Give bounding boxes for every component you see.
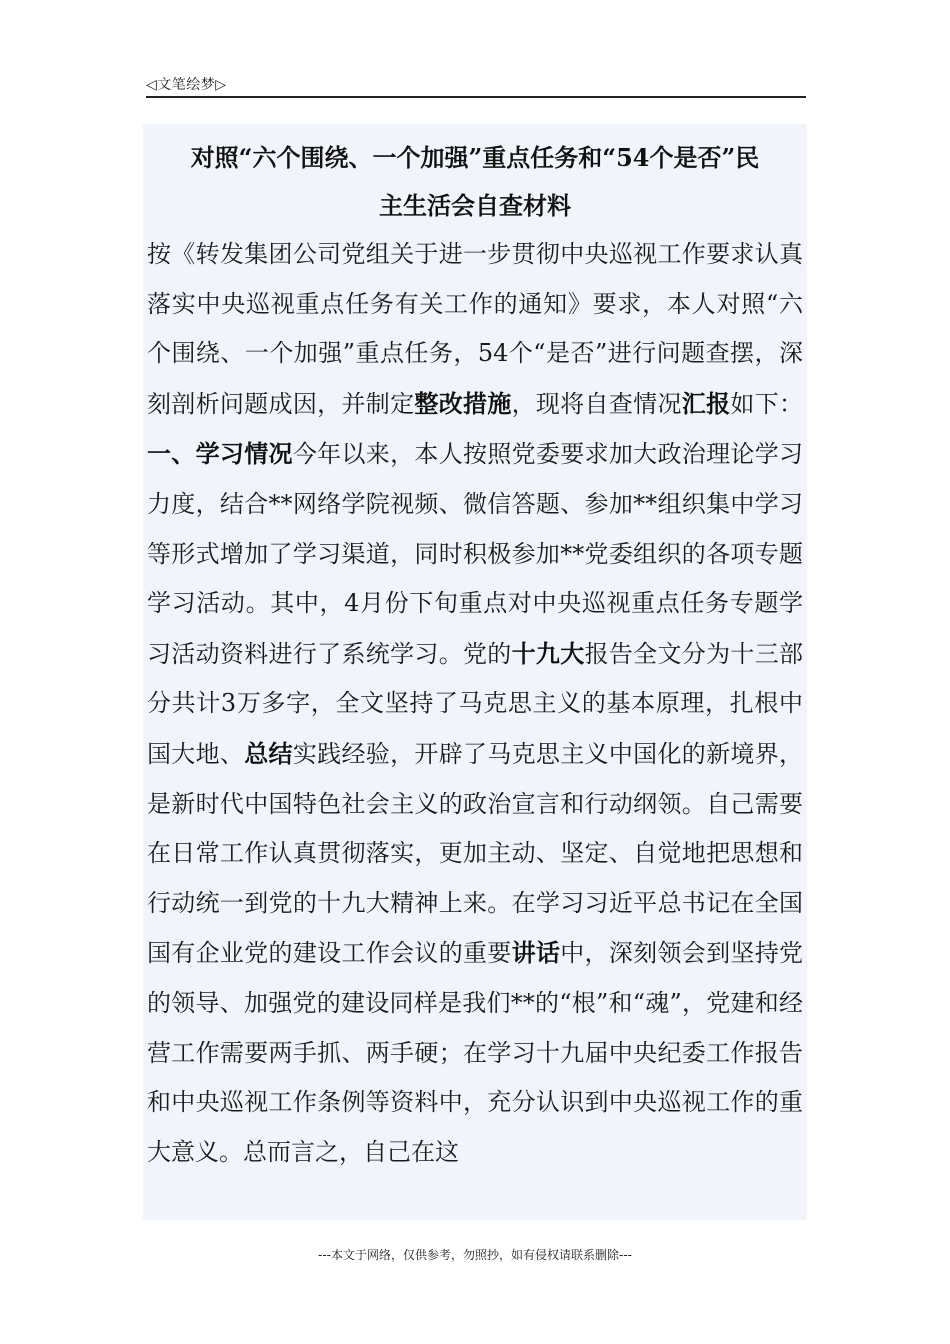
header-divider (146, 96, 806, 98)
section-heading: 一、学习情况 (147, 439, 293, 469)
document-body (143, 124, 807, 1220)
bold-keyword: 整改措施 (414, 388, 512, 418)
title-line-1: 对照“六个围绕、一个加强”重点任务和“54个是否”民 (190, 143, 760, 172)
body-text-segment: 如下： (730, 389, 804, 418)
title-line-2: 主生活会自查材料 (379, 191, 571, 220)
body-text-segment: 今年以来，本人按照党委要求加大政治理论学习力度，结合**网络学院视频、微信答题、参加**组织集中学习等形式增加了学习渠道，同时积极参加**党委组织的各项专题学习活动。其中，4月份下旬重点对中央巡视重点任务专题学习活动资料进行了系统学习。党的 (147, 440, 804, 668)
document-header (146, 74, 227, 94)
header-right-mark: ▷ (215, 77, 227, 93)
document-title (143, 124, 807, 230)
bold-keyword: 讲话 (511, 938, 561, 968)
body-text-segment: 报告全文分为十三部分共计3万多字，全文坚持了马克思主义的基本原理，扎根中国大地、 (147, 639, 804, 768)
body-text-segment: 按《转发集团公司党组关于进一步贯彻中央巡视工作要求认真落实中央巡视重点任务有关工作的通知》要求，本人对照“六个围绕、一个加强”重点任务，54个“是否”进行问题查摆，深刻剖析问题成因，并制定 (147, 240, 803, 418)
body-text-segment: 实践经验，开辟了马克思主义中国化的新境界，是新时代中国特色社会主义的政治宣言和行动纲领。自己需要在日常工作认真贯彻落实，更加主动、坚定、自觉地把思想和行动统一到党的十九大精神上来。在学习习近平总书记在全国国有企业党的建设工作会议的重要 (147, 739, 804, 968)
bold-keyword: 十九大 (511, 638, 585, 668)
disclaimer-footer: ---本文于网络，仅供参考，勿照抄，如有侵权请联系删除--- (318, 1248, 632, 1262)
header-left-mark: ◁ (146, 77, 158, 93)
header-text: 文笔绘梦 (157, 77, 216, 93)
bold-keyword: 总结 (244, 738, 293, 768)
body-paragraph (143, 230, 807, 1177)
bold-keyword: 汇报 (681, 388, 731, 418)
body-text-segment: ，现将自查情况 (511, 389, 682, 418)
body-text-segment: 中，深刻领会到坚持党的领导、加强党的建设同样是我们**的“根”和“魂”，党建和经营工作需要两手抓、两手硬；在学习十九届中央纪委工作报告和中央巡视工作条例等资料中，充分认识到中央巡视工作的重大意义。总而言之，自己在这 (147, 939, 804, 1166)
